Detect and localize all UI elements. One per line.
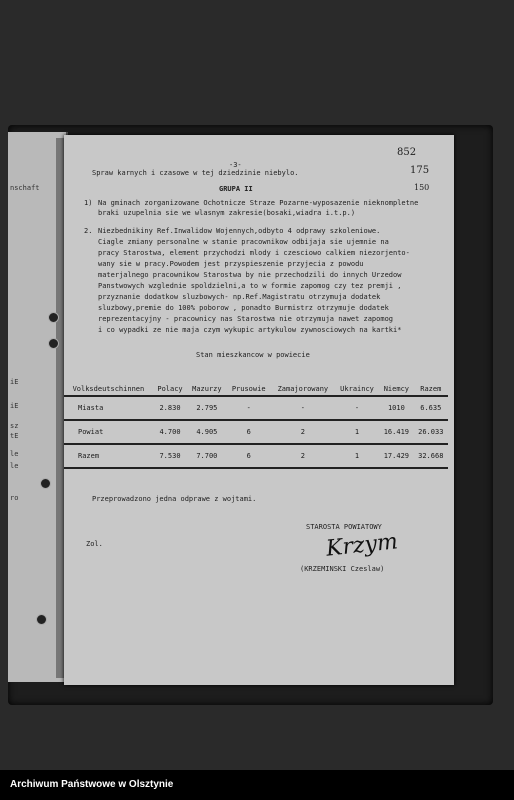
column-header: Razem <box>414 383 448 396</box>
table-row <box>64 396 448 420</box>
table-cell: 2.830 <box>153 396 187 420</box>
column-header: Zamajorowany <box>271 383 335 396</box>
signature-title: STAROSTA POWIATOWY <box>306 523 382 531</box>
population-table <box>64 383 448 469</box>
punch-hole <box>36 614 47 625</box>
document-page <box>64 135 454 685</box>
table-cell: 6 <box>227 444 271 468</box>
table-header-row <box>64 383 448 396</box>
column-header: Ukraincy <box>335 383 379 396</box>
table-cell: 32.668 <box>414 444 448 468</box>
table-cell: - <box>271 396 335 420</box>
table-cell: 4.700 <box>153 420 187 444</box>
text-line: materjalnego pracownikow Starostwa by nie przechodzili do innych Urzedow <box>98 271 402 279</box>
table-cell: 2 <box>271 444 335 468</box>
table-cell: Powiat <box>64 420 153 444</box>
text-line: Niezbednikiny Ref.Inwalidow Wojennych,odbyto 4 odprawy szkoleniowe. <box>98 227 381 235</box>
text-line: Przeprowadzono jedna odprawe z wojtami. <box>92 495 257 503</box>
archive-sub-number: 150 <box>414 183 430 192</box>
text-line: Ciagle zmiany personalne w stanie pracownikow odbijaja sie ujemnie na <box>98 238 389 246</box>
punch-hole <box>48 338 59 349</box>
table-cell: - <box>335 396 379 420</box>
left-fragment: le <box>10 462 19 470</box>
text-line: wany sie w pracy.Powodem jest przyspieszenie przyjecia z powodu <box>98 260 364 268</box>
table-cell: 4.905 <box>187 420 226 444</box>
item-number: 1) <box>84 199 93 207</box>
table-cell: 1 <box>335 444 379 468</box>
left-fragment: iE <box>10 402 19 410</box>
table-cell: - <box>227 396 271 420</box>
table-cell: 16.419 <box>379 420 413 444</box>
text-line: Spraw karnych i czasowe w tej dziedzinie niebylo. <box>92 169 299 177</box>
table-row <box>64 444 448 468</box>
table-title: Stan mieszkancow w powiecie <box>196 351 310 359</box>
item-number: 2. <box>84 227 93 235</box>
table-cell: Razem <box>64 444 153 468</box>
left-fragment: sz <box>10 422 19 430</box>
signature-name: (KRZEMINSKI Czeslaw) <box>300 565 385 573</box>
column-header: Volksdeutschinnen <box>64 383 153 396</box>
column-header: Niemcy <box>379 383 413 396</box>
left-fragment: ro <box>10 494 19 502</box>
table-cell: 6.635 <box>414 396 448 420</box>
punch-hole <box>48 312 59 323</box>
table-cell: 2 <box>271 420 335 444</box>
text-line: i co wypadki ze nie maja czym wykupic artykulow zywnosciowych na kartki* <box>98 326 402 334</box>
text-line: braki uzupelnia sie we wlasnym zakresie(bosaki,wiadra i.t.p.) <box>98 209 356 217</box>
text-line: reprezentacyjny - pracownicy nas Starostwa nie otrzymuja nawet zapomog <box>98 315 394 323</box>
text-line: Na gminach zorganizowane Ochotnicze Straze Pozarne-wyposazenie nieknompletne <box>98 199 419 207</box>
text-line: Panstwowych wzglednie spoldzielni,a to w formie zapomog czy tez premji , <box>98 282 402 290</box>
table-cell: 7.700 <box>187 444 226 468</box>
archive-label: Archiwum Państwowe w Olsztynie <box>10 779 174 790</box>
left-fragment: iE <box>10 378 19 386</box>
text-line: przyznanie dodatkow sluzbowych- np.Ref.Magistratu otrzymuja dodatek <box>98 293 381 301</box>
text-line: Zol. <box>86 540 103 548</box>
column-header: Mazurzy <box>187 383 226 396</box>
table-cell: 7.530 <box>153 444 187 468</box>
table-cell: Miasta <box>64 396 153 420</box>
table-cell: 1 <box>335 420 379 444</box>
column-header: Polacy <box>153 383 187 396</box>
text-line: pracy Starostwa, element przychodzi mlody i czesciowo calkiem niezorjento- <box>98 249 410 257</box>
text-line: sluzbowy,premie do 100% poborow , ponadto Burmistrz otrzymuje dodatek <box>98 304 389 312</box>
table-cell: 1010 <box>379 396 413 420</box>
archive-number: 852 <box>397 147 417 158</box>
table-cell: 2.795 <box>187 396 226 420</box>
table-cell: 6 <box>227 420 271 444</box>
table-cell: 26.033 <box>414 420 448 444</box>
handwritten-signature: Krzym <box>324 529 399 562</box>
section-heading: GRUPA II <box>219 185 253 193</box>
table-row <box>64 420 448 444</box>
archive-sub-number: 175 <box>410 165 430 176</box>
column-header: Prusowie <box>227 383 271 396</box>
page-number: -3- <box>229 161 242 169</box>
table-cell: 17.429 <box>379 444 413 468</box>
left-fragment: le <box>10 450 19 458</box>
left-fragment: nschaft <box>10 184 40 192</box>
punch-hole <box>40 478 51 489</box>
left-fragment: tE <box>10 432 19 440</box>
archive-footer <box>0 770 514 800</box>
